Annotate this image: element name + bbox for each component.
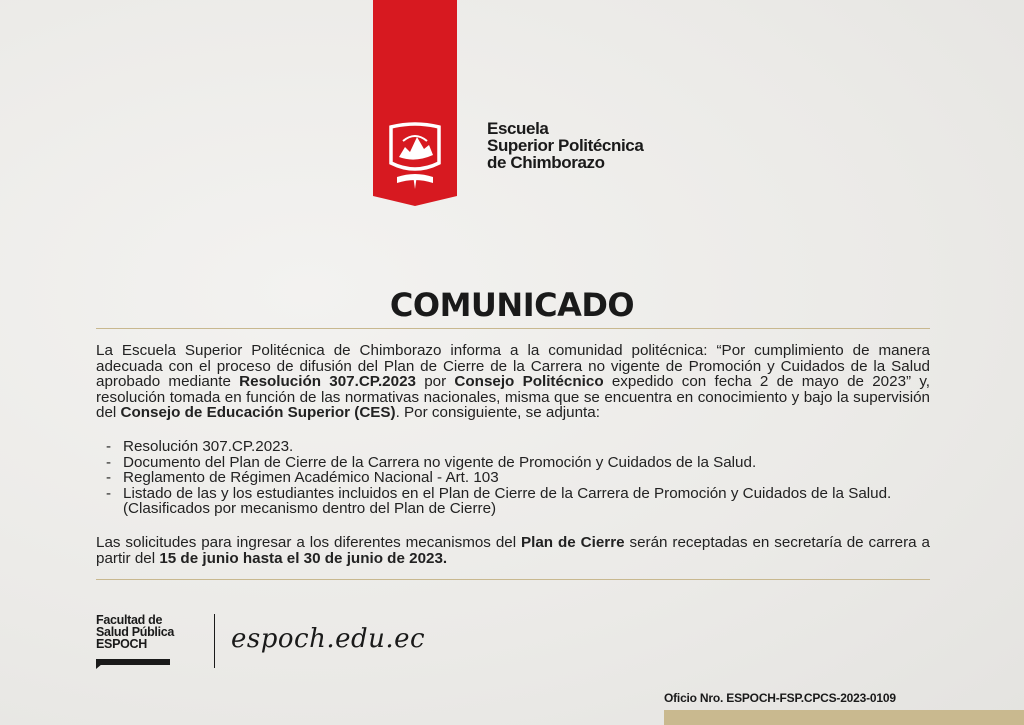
gold-accent-bar: [664, 710, 1024, 725]
intro-text-1: La Escuela Superior Politécnica de Chimborazo informa a la comunidad politécnica: “Por cumplimiento de manera adecuada con el proceso de difusión del Plan de Cierre de la Carrera no vigente de Promoción y Cuidados de la Salud aprobado mediante: [96, 342, 930, 390]
list-bullet: -: [106, 484, 112, 502]
institution-name: [487, 120, 643, 171]
intro-text-3: expedido con fecha 2 de mayo de 2023” y, resolución tomada en función de las normativas nacionales, misma que se encuentra en conocimiento y bajo la supervisión del: [96, 373, 931, 421]
attachments-list: [96, 439, 930, 517]
faculty-line-1: Facultad de: [96, 613, 163, 627]
institution-line-3: de Chimborazo: [487, 153, 605, 172]
list-bullet: -: [106, 469, 112, 486]
faculty-underline: [96, 659, 170, 665]
bottom-divider: [96, 579, 930, 580]
closing-bold-dates: 15 de junio hasta el 30 de junio de 2023.: [159, 549, 448, 567]
top-divider: [96, 328, 930, 329]
closing-paragraph: [96, 535, 930, 566]
list-item: [96, 470, 930, 486]
intro-bold-consejo: Consejo Politécnico: [454, 373, 604, 390]
list-item: [96, 486, 930, 502]
intro-text-2: por: [415, 373, 455, 390]
faculty-line-3: ESPOCH: [96, 637, 147, 651]
espoch-crest-icon: [387, 119, 443, 191]
intro-bold-resolution: Resolución 307.CP.2023: [239, 373, 416, 390]
intro-bold-ces: Consejo de Educación Superior (CES): [120, 404, 396, 421]
institution-line-1: Escuela: [487, 119, 549, 138]
faculty-line-2: Salud Pública: [96, 625, 175, 639]
list-item: [96, 455, 930, 471]
attachment-1: Resolución 307.CP.2023.: [123, 438, 294, 455]
list-item: [96, 439, 930, 455]
attachment-note: (Clasificados por mecanismo dentro del Plan de Cierre): [123, 500, 497, 517]
faculty-underline-notch: [96, 664, 102, 669]
closing-bold-plan: Plan de Cierre: [521, 534, 625, 551]
footer-separator: [214, 614, 215, 668]
faculty-logo: [96, 614, 174, 650]
oficio-number: Oficio Nro. ESPOCH-FSP.CPCS-2023-0109: [664, 691, 896, 705]
attachment-2: Documento del Plan de Cierre de la Carrera no vigente de Promoción y Cuidados de la Salud.: [123, 453, 757, 471]
list-bullet: -: [106, 453, 112, 471]
closing-text-2: serán receptadas en secretaría de carrera a partir del: [96, 534, 930, 567]
ribbon-tip: [373, 196, 457, 206]
closing-text-1: Las solicitudes para ingresar a los diferentes mecanismos del: [96, 534, 522, 551]
attachment-4: Listado de las y los estudiantes incluidos en el Plan de Cierre de la Carrera de Promoción y Cuidados de la Salud.: [123, 484, 892, 502]
list-bullet: -: [106, 438, 112, 455]
intro-text-4: . Por consiguiente, se adjunta:: [395, 404, 600, 421]
intro-paragraph: [96, 343, 930, 421]
website-link[interactable]: espoch.edu.ec: [231, 624, 426, 654]
attachment-3: Reglamento de Régimen Académico Nacional - Art. 103: [123, 469, 499, 486]
page-title: COMUNICADO: [389, 286, 635, 324]
institution-line-2: Superior Politécnica: [487, 136, 644, 155]
